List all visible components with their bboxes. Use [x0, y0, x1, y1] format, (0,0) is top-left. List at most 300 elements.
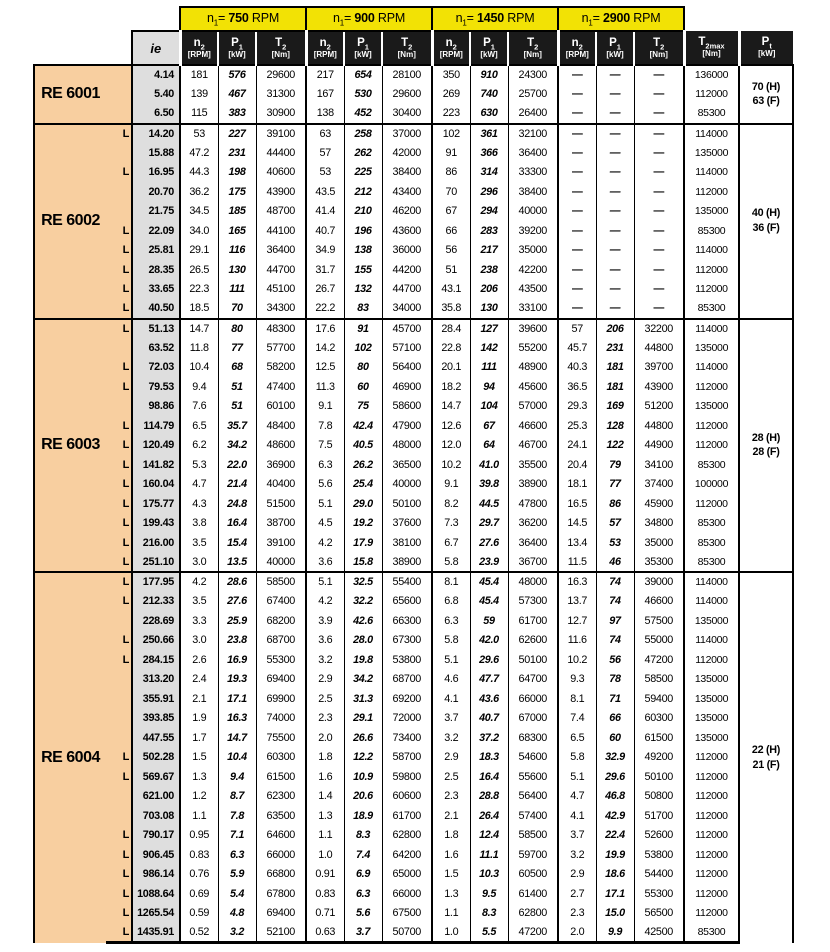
t2-value: 29600 [382, 85, 432, 105]
l-marker: L [106, 436, 132, 456]
p1-value: 23.8 [218, 631, 256, 651]
t2-value: 69400 [256, 904, 306, 924]
p1-value: 68 [218, 358, 256, 378]
t2-value: 45600 [508, 377, 558, 397]
t2-value: 45100 [256, 280, 306, 300]
t2-value: 38400 [382, 163, 432, 183]
n2-value: 51 [432, 260, 470, 280]
l-marker: L [106, 163, 132, 183]
p1-value: 29.0 [344, 494, 382, 514]
t2-value: 40400 [256, 475, 306, 495]
p1-value: 17.1 [218, 689, 256, 709]
n2-value: 20.1 [432, 358, 470, 378]
n2-value: 1.2 [180, 787, 218, 807]
n2-value: 269 [432, 85, 470, 105]
t2max-value: 112000 [684, 436, 739, 456]
n2-value: 8.1 [432, 572, 470, 592]
p1-value: 42.4 [344, 416, 382, 436]
t2-value: 66800 [256, 865, 306, 885]
column-unit: [RPM] [187, 49, 211, 59]
p1-value: 19.9 [596, 845, 634, 865]
n2-value: 5.1 [306, 494, 344, 514]
ie-value: 790.17 [132, 826, 180, 846]
column-symbol: $T_2$ [401, 36, 413, 52]
t2-value: 57500 [634, 611, 684, 631]
n2-value: 63 [306, 124, 344, 144]
t2max-value: 112000 [684, 865, 739, 885]
n2-column-header [558, 31, 596, 65]
table-row [34, 709, 793, 729]
n2-value: 18.5 [180, 299, 218, 319]
n2-value: 3.7 [558, 826, 596, 846]
n2-value: 18.1 [558, 475, 596, 495]
l-marker [106, 787, 132, 807]
t2-value: 62800 [382, 826, 432, 846]
t2max-value: 112000 [684, 85, 739, 105]
t2-value: 44700 [256, 260, 306, 280]
p1-value: 654 [344, 65, 382, 85]
p1-value: 14.7 [218, 728, 256, 748]
table-row [34, 416, 793, 436]
column-symbol: $T_2$ [275, 36, 287, 52]
column-symbol: $T_2$ [527, 36, 539, 52]
p1-value: 43.6 [470, 689, 508, 709]
l-marker [106, 806, 132, 826]
n2-value: 1.1 [432, 904, 470, 924]
t2max-value: 112000 [684, 182, 739, 202]
p1-value: 56 [596, 650, 634, 670]
t2-value: 65000 [382, 865, 432, 885]
t2-value: 55300 [256, 650, 306, 670]
t2-value: 63500 [256, 806, 306, 826]
n2-value: 66 [432, 221, 470, 241]
t2-value: 66000 [382, 884, 432, 904]
column-symbol: $n_2$ [445, 36, 457, 52]
t2-value: 57000 [508, 397, 558, 417]
t2-value: 42200 [508, 260, 558, 280]
no-data-dash: — [596, 124, 634, 144]
n2-value: 5.1 [432, 650, 470, 670]
ie-value: 25.81 [132, 241, 180, 261]
n2-value: 6.5 [180, 416, 218, 436]
t2-value: 59700 [508, 845, 558, 865]
p1-value: 5.4 [218, 884, 256, 904]
no-data-dash: — [634, 143, 684, 163]
t2-value: 43900 [256, 182, 306, 202]
n2-value: 7.5 [306, 436, 344, 456]
t2-value: 46900 [382, 377, 432, 397]
t2-value: 26400 [508, 104, 558, 124]
column-symbol: $n_2$ [319, 36, 331, 52]
header-spacer [34, 31, 132, 65]
t2-value: 35500 [508, 455, 558, 475]
t2-value: 66000 [256, 845, 306, 865]
pt-value: 28 (H) 28 (F) [739, 319, 793, 573]
p1-value: 283 [470, 221, 508, 241]
l-marker: L [106, 124, 132, 144]
t2-value: 42000 [382, 143, 432, 163]
n2-value: 3.2 [432, 728, 470, 748]
no-data-dash: — [558, 241, 596, 261]
t2max-value: 136000 [684, 65, 739, 85]
t2-value: 43900 [634, 377, 684, 397]
t2-value: 48300 [256, 319, 306, 339]
n2-value: 3.5 [180, 592, 218, 612]
t2-value: 43500 [508, 280, 558, 300]
p1-value: 227 [218, 124, 256, 144]
n2-value: 2.9 [306, 670, 344, 690]
t2-value: 60300 [256, 748, 306, 768]
model-label: RE 6003 [34, 319, 106, 573]
table-row [34, 748, 793, 768]
l-marker: L [106, 221, 132, 241]
n2-value: 4.1 [558, 806, 596, 826]
column-unit: [Nm] [397, 49, 416, 59]
p1-value: 40.5 [344, 436, 382, 456]
t2-value: 55300 [634, 884, 684, 904]
n2-value: 36.2 [180, 182, 218, 202]
t2-value: 58500 [508, 826, 558, 846]
n2-value: 0.52 [180, 923, 218, 943]
p1-value: 9.9 [596, 923, 634, 943]
t2-value: 47900 [382, 416, 432, 436]
p1-value: 34.2 [218, 436, 256, 456]
t2max-value: 112000 [684, 416, 739, 436]
p1-value: 80 [218, 319, 256, 339]
ie-value: 120.49 [132, 436, 180, 456]
p1-value: 37.2 [470, 728, 508, 748]
t2max-value: 135000 [684, 728, 739, 748]
no-data-dash: — [634, 221, 684, 241]
p1-value: 70 [218, 299, 256, 319]
ie-value: 21.75 [132, 202, 180, 222]
table-row [34, 65, 793, 85]
n2-value: 4.3 [180, 494, 218, 514]
n2-value: 4.1 [432, 689, 470, 709]
ie-value: 28.35 [132, 260, 180, 280]
n2-value: 223 [432, 104, 470, 124]
n2-value: 7.8 [306, 416, 344, 436]
ie-value: 621.00 [132, 787, 180, 807]
no-data-dash: — [558, 221, 596, 241]
l-marker [106, 338, 132, 358]
t2-value: 50800 [634, 787, 684, 807]
table-row [34, 533, 793, 553]
n2-value: 11.5 [558, 553, 596, 573]
t2-value: 57400 [508, 806, 558, 826]
header-spacer [739, 7, 793, 31]
t2max-value: 112000 [684, 787, 739, 807]
t2-value: 34100 [634, 455, 684, 475]
l-marker [106, 611, 132, 631]
n2-value: 3.2 [306, 650, 344, 670]
l-marker [106, 104, 132, 124]
t2-value: 46700 [508, 436, 558, 456]
t2-value: 45700 [382, 319, 432, 339]
p1-value: 71 [596, 689, 634, 709]
t2-value: 44800 [634, 416, 684, 436]
n2-value: 67 [432, 202, 470, 222]
t2-value: 30900 [256, 104, 306, 124]
t2-value: 39700 [634, 358, 684, 378]
t2-value: 62600 [508, 631, 558, 651]
p1-value: 29.7 [470, 514, 508, 534]
p1-value: 910 [470, 65, 508, 85]
p1-value: 155 [344, 260, 382, 280]
table-row [34, 475, 793, 495]
n2-value: 2.0 [306, 728, 344, 748]
p1-value: 138 [344, 241, 382, 261]
p1-value: 225 [344, 163, 382, 183]
t2-column-header [634, 31, 684, 65]
n2-value: 40.3 [558, 358, 596, 378]
t2-value: 57700 [256, 338, 306, 358]
n2-value: 14.5 [558, 514, 596, 534]
l-marker: L [106, 533, 132, 553]
t2-value: 58200 [256, 358, 306, 378]
t2-value: 59400 [634, 689, 684, 709]
t2-value: 28100 [382, 65, 432, 85]
n2-value: 3.5 [180, 533, 218, 553]
t2-value: 35000 [634, 533, 684, 553]
p1-value: 32.5 [344, 572, 382, 592]
n2-value: 1.3 [306, 806, 344, 826]
t2-value: 48000 [382, 436, 432, 456]
no-data-dash: — [634, 104, 684, 124]
l-marker [106, 65, 132, 85]
n2-value: 8.2 [432, 494, 470, 514]
no-data-dash: — [558, 143, 596, 163]
t2-column-header [382, 31, 432, 65]
p1-value: 15.0 [596, 904, 634, 924]
no-data-dash: — [558, 85, 596, 105]
l-marker: L [106, 572, 132, 592]
speed-band-750rpm: $n_1= 750$ RPM [180, 7, 306, 31]
t2-value: 68700 [256, 631, 306, 651]
n2-value: 139 [180, 85, 218, 105]
no-data-dash: — [634, 182, 684, 202]
table-row [34, 592, 793, 612]
t2-value: 44400 [256, 143, 306, 163]
table-row [34, 221, 793, 241]
table-row [34, 202, 793, 222]
ie-value: 251.10 [132, 553, 180, 573]
ie-value: 15.88 [132, 143, 180, 163]
n2-value: 47.2 [180, 143, 218, 163]
ie-value: 6.50 [132, 104, 180, 124]
n2-value: 3.9 [306, 611, 344, 631]
p1-value: 128 [596, 416, 634, 436]
ie-value: 20.70 [132, 182, 180, 202]
n2-value: 167 [306, 85, 344, 105]
no-data-dash: — [558, 65, 596, 85]
t2-value: 36400 [256, 241, 306, 261]
l-marker: L [106, 455, 132, 475]
p1-value: 238 [470, 260, 508, 280]
model-label: RE 6004 [34, 572, 106, 943]
p1-value: 116 [218, 241, 256, 261]
t2-value: 64200 [382, 845, 432, 865]
t2-value: 47400 [256, 377, 306, 397]
table-row [34, 787, 793, 807]
p1-value: 27.6 [218, 592, 256, 612]
t2-value: 25700 [508, 85, 558, 105]
n2-value: 1.8 [306, 748, 344, 768]
t2-value: 45900 [634, 494, 684, 514]
n2-value: 34.0 [180, 221, 218, 241]
t2-value: 39200 [508, 221, 558, 241]
p1-value: 42.6 [344, 611, 382, 631]
header-spacer [684, 7, 739, 31]
t2-value: 69400 [256, 670, 306, 690]
n2-value: 13.7 [558, 592, 596, 612]
t2max-value: 85300 [684, 299, 739, 319]
t2-value: 43600 [382, 221, 432, 241]
ie-value: 40.50 [132, 299, 180, 319]
n2-value: 1.0 [306, 845, 344, 865]
p1-value: 175 [218, 182, 256, 202]
n2-value: 45.7 [558, 338, 596, 358]
n2-value: 2.9 [432, 748, 470, 768]
p1-value: 59 [470, 611, 508, 631]
p1-value: 576 [218, 65, 256, 85]
n2-value: 2.3 [432, 787, 470, 807]
ie-value: 63.52 [132, 338, 180, 358]
table-row [34, 319, 793, 339]
n2-value: 31.7 [306, 260, 344, 280]
t2-value: 61500 [256, 767, 306, 787]
t2max-value: 114000 [684, 592, 739, 612]
t2-value: 39600 [508, 319, 558, 339]
table-row [34, 85, 793, 105]
p1-value: 9.5 [470, 884, 508, 904]
ie-value: 216.00 [132, 533, 180, 553]
p1-value: 18.3 [470, 748, 508, 768]
ie-value: 906.45 [132, 845, 180, 865]
n2-value: 1.1 [180, 806, 218, 826]
n2-value: 10.2 [432, 455, 470, 475]
t2-value: 31300 [256, 85, 306, 105]
p1-value: 7.4 [344, 845, 382, 865]
p1-value: 5.9 [218, 865, 256, 885]
t2-value: 72000 [382, 709, 432, 729]
ie-value: 284.15 [132, 650, 180, 670]
l-marker: L [106, 241, 132, 261]
t2-value: 44200 [382, 260, 432, 280]
p1-value: 79 [596, 455, 634, 475]
p1-value: 51 [218, 397, 256, 417]
table-row [34, 670, 793, 690]
ie-column-header: ie [132, 31, 180, 65]
column-symbol: $n_2$ [571, 36, 583, 52]
t2-value: 55200 [508, 338, 558, 358]
t2-value: 67000 [508, 709, 558, 729]
n2-value: 2.5 [432, 767, 470, 787]
ie-value: 228.69 [132, 611, 180, 631]
l-marker: L [106, 865, 132, 885]
ie-value: 1435.91 [132, 923, 180, 943]
t2-value: 62800 [508, 904, 558, 924]
no-data-dash: — [596, 221, 634, 241]
p1-value: 12.2 [344, 748, 382, 768]
table-row [34, 358, 793, 378]
ie-value: 569.67 [132, 767, 180, 787]
n2-value: 2.0 [558, 923, 596, 943]
n2-value: 2.6 [180, 650, 218, 670]
p1-value: 7.8 [218, 806, 256, 826]
table-row [34, 904, 793, 924]
l-marker: L [106, 299, 132, 319]
t2-value: 75500 [256, 728, 306, 748]
t2-value: 67500 [382, 904, 432, 924]
n2-value: 11.6 [558, 631, 596, 651]
t2-value: 51200 [634, 397, 684, 417]
p1-value: 29.6 [470, 650, 508, 670]
no-data-dash: — [634, 85, 684, 105]
n2-value: 1.3 [180, 767, 218, 787]
l-marker: L [106, 280, 132, 300]
t2-value: 68300 [508, 728, 558, 748]
table-row [34, 553, 793, 573]
p1-value: 8.7 [218, 787, 256, 807]
n2-value: 34.5 [180, 202, 218, 222]
l-marker: L [106, 592, 132, 612]
column-symbol: $P_1$ [357, 36, 369, 52]
n2-value: 0.63 [306, 923, 344, 943]
p1-value: 630 [470, 104, 508, 124]
n2-value: 86 [432, 163, 470, 183]
speed-header-row [34, 7, 793, 31]
t2max-value: 85300 [684, 455, 739, 475]
p1-value: 27.6 [470, 533, 508, 553]
n2-value: 41.4 [306, 202, 344, 222]
l-marker: L [106, 494, 132, 514]
ie-value: 199.43 [132, 514, 180, 534]
ie-value: 986.14 [132, 865, 180, 885]
l-marker: L [106, 904, 132, 924]
t2-value: 44900 [634, 436, 684, 456]
n2-value: 1.9 [180, 709, 218, 729]
t2max-value: 112000 [684, 884, 739, 904]
t2-value: 40000 [508, 202, 558, 222]
t2max-value: 85300 [684, 533, 739, 553]
p1-value: 6.9 [344, 865, 382, 885]
t2-value: 29600 [256, 65, 306, 85]
t2-value: 36500 [382, 455, 432, 475]
p1-value: 206 [470, 280, 508, 300]
p1-value: 26.4 [470, 806, 508, 826]
t2-value: 54600 [508, 748, 558, 768]
n2-value: 5.1 [558, 767, 596, 787]
t2-value: 47800 [508, 494, 558, 514]
t2-value: 61700 [508, 611, 558, 631]
t2-column-header [508, 31, 558, 65]
t2-value: 53800 [382, 650, 432, 670]
l-marker: L [106, 416, 132, 436]
n2-value: 3.6 [306, 553, 344, 573]
ie-value: 33.65 [132, 280, 180, 300]
p1-column-header [218, 31, 256, 65]
table-body [34, 65, 793, 943]
n2-value: 14.7 [432, 397, 470, 417]
no-data-dash: — [634, 202, 684, 222]
n2-value: 4.2 [306, 592, 344, 612]
n2-value: 9.1 [432, 475, 470, 495]
n2-column-header [306, 31, 344, 65]
p1-value: 53 [596, 533, 634, 553]
no-data-dash: — [558, 202, 596, 222]
ie-value: 22.09 [132, 221, 180, 241]
